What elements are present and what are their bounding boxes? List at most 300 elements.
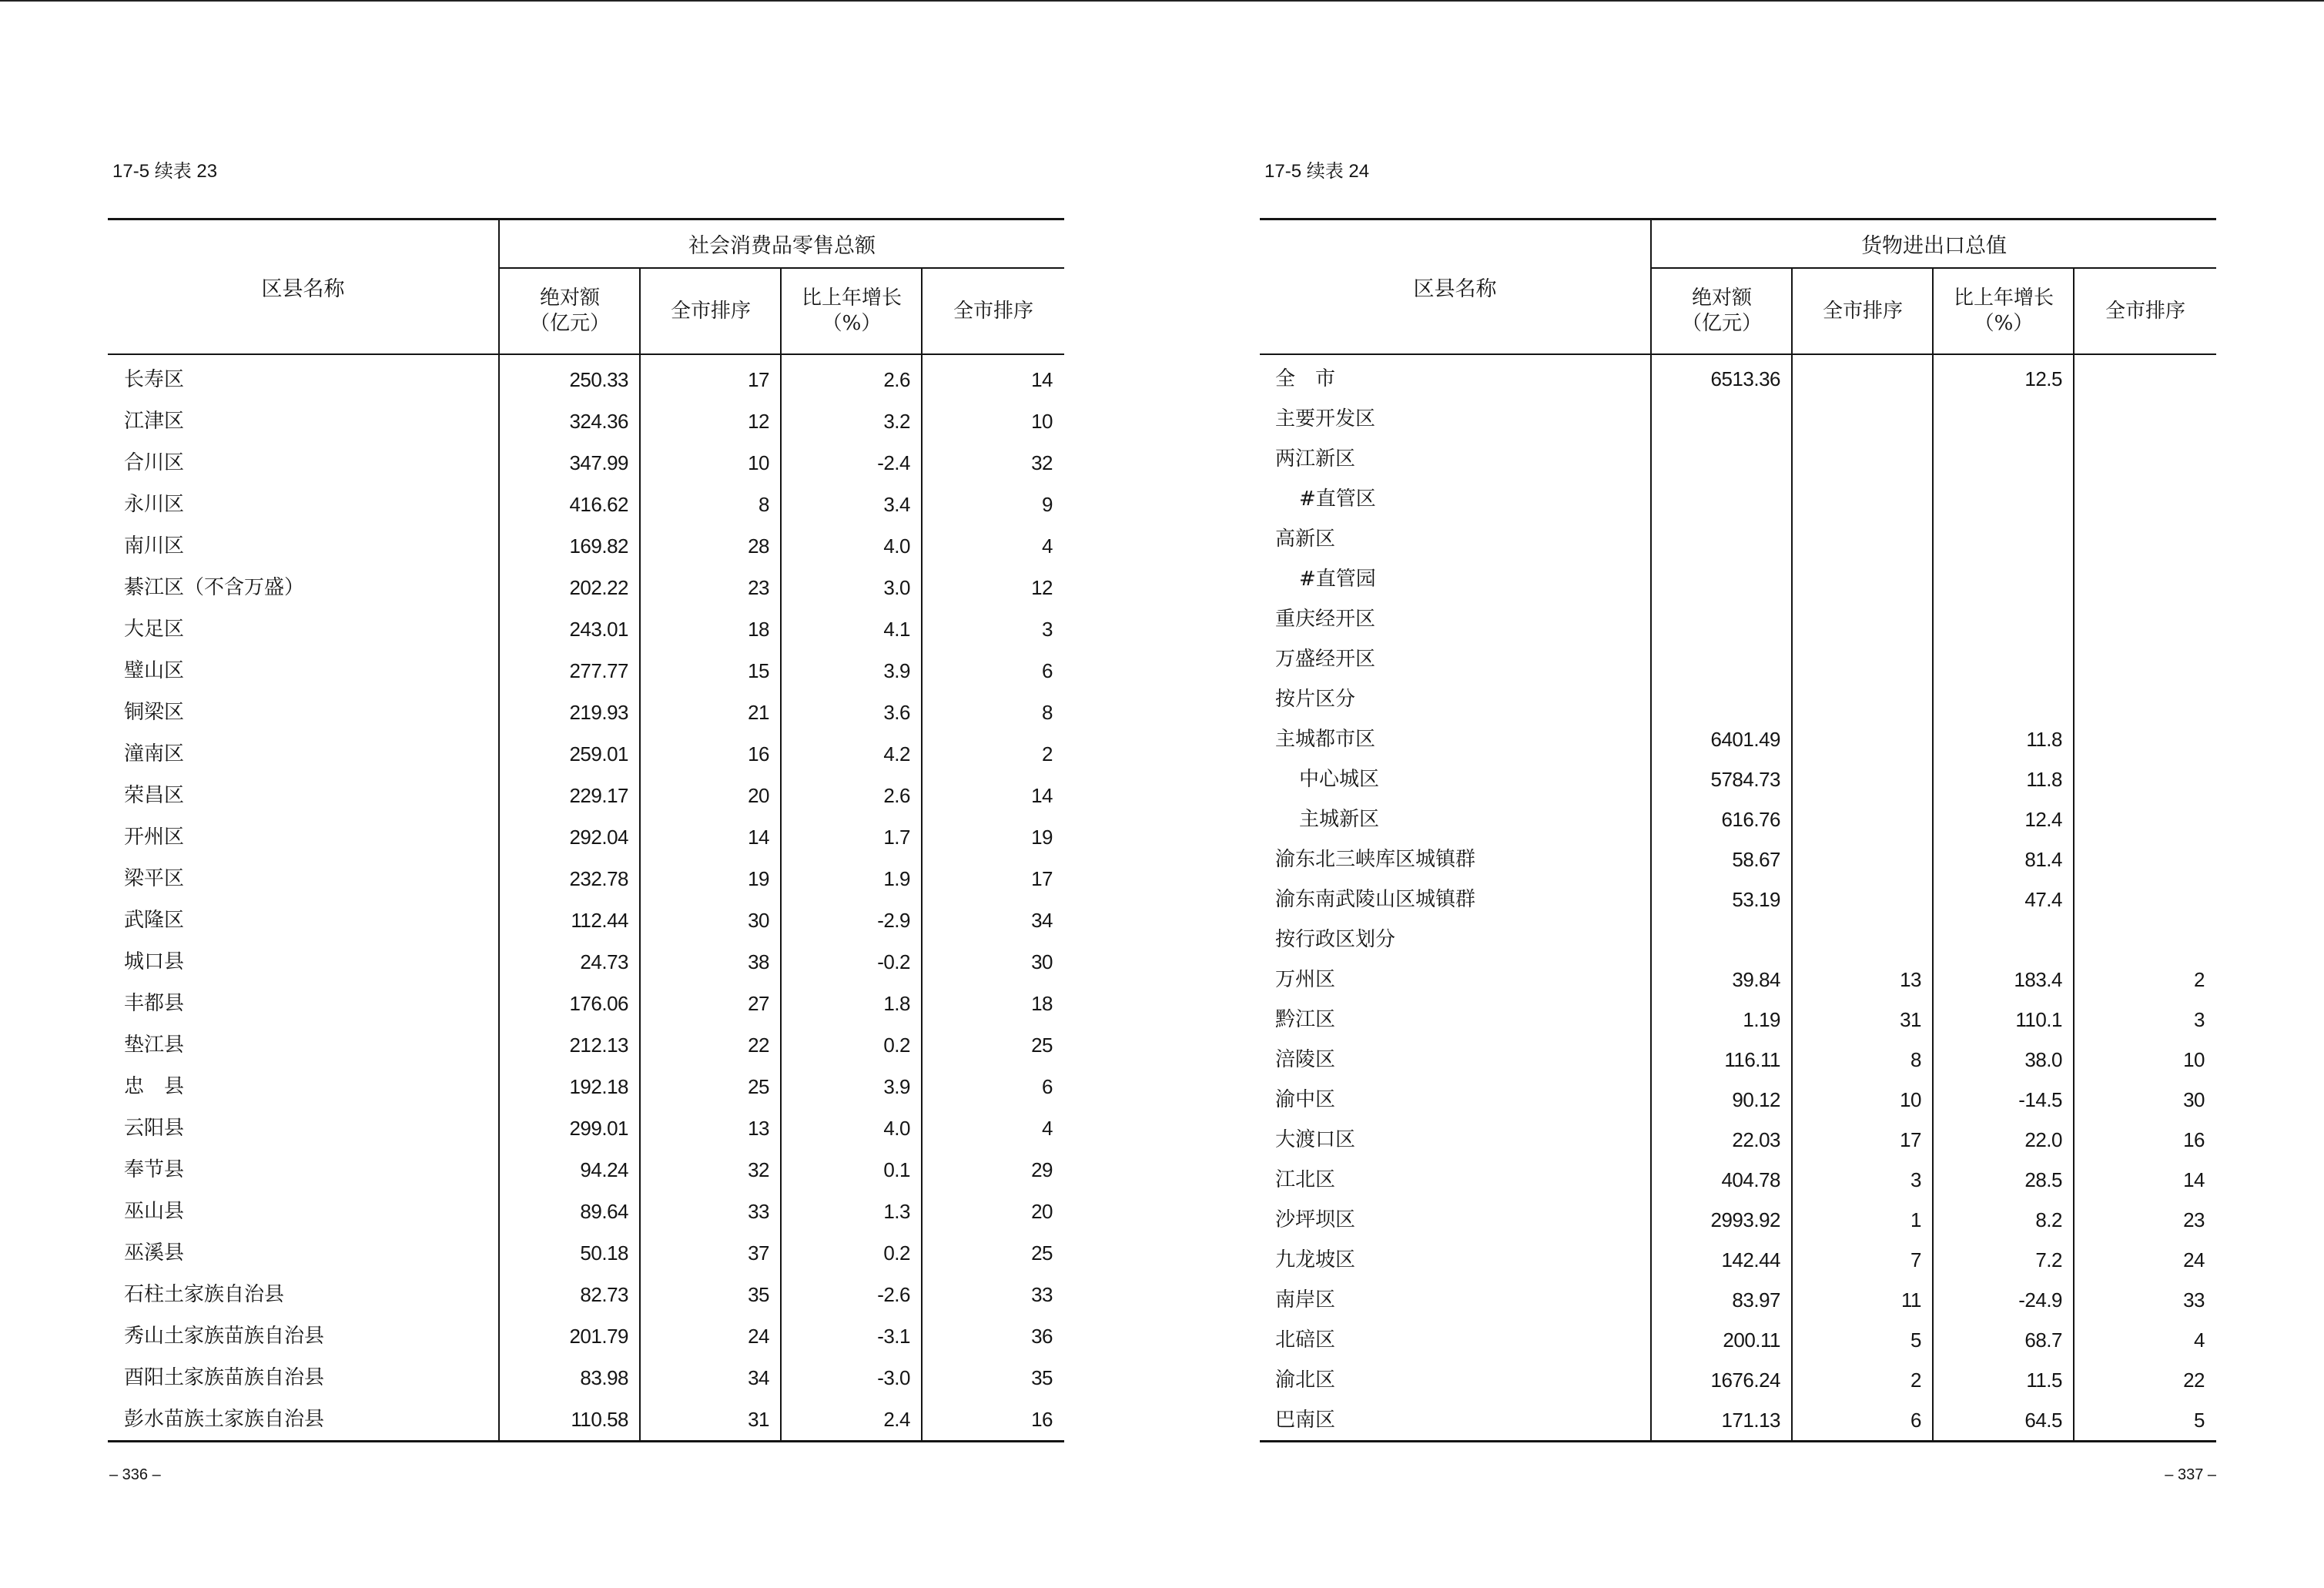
page-number: – 336 – <box>109 1466 161 1483</box>
amount-cell: 192.18 <box>569 1075 628 1098</box>
table-row <box>1260 439 2216 479</box>
table-row <box>108 442 1064 484</box>
amount-rank-cell: 17 <box>748 368 769 391</box>
amount-cell <box>1651 599 1792 639</box>
column-group-header: 社会消费品零售总额 <box>688 234 876 258</box>
district-name-cell: 高新区 <box>1275 528 1336 551</box>
amount-cell: 24.73 <box>580 950 628 973</box>
district-name-cell: 奉节县 <box>124 1158 185 1181</box>
column-group-header: 货物进出口总值 <box>1861 234 2007 258</box>
growth-rank-cell: 6 <box>1042 659 1053 682</box>
column-divider <box>780 267 782 1442</box>
amount-cell: 94.24 <box>580 1158 628 1181</box>
growth-rank-header-label: 全市排序 <box>2105 299 2185 323</box>
district-name-cell: 两江新区 <box>1275 447 1356 471</box>
district-name-cell: 开州区 <box>124 826 185 849</box>
amount-cell: 39.84 <box>1732 968 1780 991</box>
growth-rank-cell: 5 <box>2194 1409 2205 1432</box>
amount-cell: 229.17 <box>569 784 628 807</box>
growth-cell: 11.5 <box>2026 1369 2062 1392</box>
growth-cell <box>1933 639 2074 679</box>
table-row <box>1260 599 2216 639</box>
amount-rank-cell <box>1792 839 1933 879</box>
district-name-cell: 中心城区 <box>1299 768 1380 791</box>
district-name-cell: 铜梁区 <box>124 701 185 724</box>
amount-cell: 83.98 <box>580 1366 628 1389</box>
amount-cell: 112.44 <box>571 909 628 932</box>
amount-rank-cell: 12 <box>748 410 769 433</box>
table-row <box>108 692 1064 733</box>
amount-rank-cell: 32 <box>748 1158 769 1181</box>
amount-cell: 324.36 <box>569 410 628 433</box>
district-name-cell: 按行政区划分 <box>1275 928 1396 951</box>
amount-rank-cell: 15 <box>748 659 769 682</box>
growth-rank-cell: 14 <box>1031 368 1053 391</box>
growth-rank-cell: 25 <box>1031 1034 1053 1057</box>
growth-rank-cell: 6 <box>1042 1075 1053 1098</box>
district-name-cell: 万州区 <box>1275 968 1336 991</box>
growth-header <box>782 269 922 353</box>
amount-cell: 1676.24 <box>1710 1369 1780 1392</box>
table-row <box>1260 1040 2216 1080</box>
growth-header <box>1934 269 2074 353</box>
amount-rank-cell <box>1792 519 1933 559</box>
table-row <box>1260 639 2216 679</box>
amount-rank-cell: 28 <box>748 534 769 558</box>
column-divider <box>1650 218 1652 1442</box>
growth-cell: 1.7 <box>883 826 910 849</box>
district-name-cell: 垫江县 <box>124 1034 185 1057</box>
amount-cell: 53.19 <box>1732 888 1780 911</box>
growth-cell: 1.3 <box>883 1200 910 1223</box>
district-name-cell: 万盛经开区 <box>1275 648 1376 671</box>
table-title: 17-5 续表 23 <box>112 161 218 182</box>
table-row <box>108 1024 1064 1066</box>
column-divider <box>1791 267 1793 1442</box>
column-divider <box>639 267 641 1442</box>
amount-cell: 22.03 <box>1732 1128 1780 1151</box>
growth-cell: 4.0 <box>883 534 910 558</box>
growth-cell: 3.2 <box>883 410 910 433</box>
amount-cell: 176.06 <box>569 992 628 1015</box>
amount-rank-cell: 3 <box>1910 1168 1921 1191</box>
table-row <box>108 1274 1064 1315</box>
amount-rank-cell: 30 <box>748 909 769 932</box>
table-top-rule <box>108 218 1064 220</box>
table-row <box>1260 519 2216 559</box>
growth-rank-header <box>2075 269 2216 353</box>
amount-cell: 110.58 <box>571 1408 628 1431</box>
table-row <box>1260 1280 2216 1320</box>
district-name-cell: 江北区 <box>1275 1168 1336 1191</box>
growth-cell <box>1933 679 2074 719</box>
district-name-cell: 主要开发区 <box>1275 407 1376 431</box>
amount-header-label: 绝对额 <box>1691 286 1752 310</box>
district-name-cell: #直管区 <box>1299 487 1376 511</box>
column-divider <box>1932 267 1934 1442</box>
table-row <box>1260 1200 2216 1240</box>
amount-cell: 404.78 <box>1721 1168 1780 1191</box>
growth-cell: -3.1 <box>877 1325 910 1348</box>
amount-cell <box>1651 439 1792 479</box>
amount-rank-cell: 22 <box>748 1034 769 1057</box>
amount-rank-cell <box>1792 879 1933 920</box>
growth-header-unit: （%） <box>1974 312 2034 335</box>
table-title: 17-5 续表 24 <box>1264 161 1370 182</box>
amount-cell: 83.97 <box>1732 1288 1780 1312</box>
table-row <box>1260 1120 2216 1160</box>
amount-rank-cell: 19 <box>748 867 769 890</box>
amount-rank-cell <box>1792 439 1933 479</box>
table-row <box>1260 1320 2216 1360</box>
table-row <box>1260 1080 2216 1120</box>
amount-cell: 243.01 <box>569 618 628 641</box>
amount-cell: 250.33 <box>569 368 628 391</box>
district-name-cell: 秀山土家族苗族自治县 <box>124 1325 325 1348</box>
growth-cell: -2.4 <box>877 451 910 474</box>
amount-rank-cell: 18 <box>748 618 769 641</box>
growth-rank-cell: 4 <box>2194 1328 2205 1352</box>
growth-rank-cell: 35 <box>1031 1366 1053 1389</box>
amount-cell: 90.12 <box>1732 1088 1780 1111</box>
growth-rank-cell: 24 <box>2183 1248 2205 1271</box>
growth-header-label: 比上年增长 <box>801 286 902 310</box>
growth-rank-cell <box>2074 839 2216 879</box>
growth-cell: 11.8 <box>2026 768 2062 791</box>
growth-cell <box>1933 519 2074 559</box>
amount-rank-cell: 20 <box>748 784 769 807</box>
growth-header-label: 比上年增长 <box>1953 286 2054 310</box>
growth-cell: 183.4 <box>2014 968 2062 991</box>
district-name-cell: 主城新区 <box>1299 808 1380 831</box>
amount-cell: 82.73 <box>580 1283 628 1306</box>
district-name-cell: 长寿区 <box>124 368 185 391</box>
table-top-rule <box>1260 218 2216 220</box>
amount-cell: 277.77 <box>569 659 628 682</box>
amount-cell: 616.76 <box>1721 808 1780 831</box>
growth-cell: 0.1 <box>883 1158 910 1181</box>
growth-cell: 2.6 <box>883 784 910 807</box>
district-name-cell: 巴南区 <box>1275 1409 1336 1432</box>
table-row <box>108 858 1064 900</box>
table-row <box>108 1232 1064 1274</box>
amount-rank-cell: 34 <box>748 1366 769 1389</box>
amount-cell: 116.11 <box>1724 1048 1780 1071</box>
amount-cell: 201.79 <box>569 1325 628 1348</box>
amount-rank-cell: 10 <box>748 451 769 474</box>
amount-header <box>1652 269 1792 353</box>
table-row <box>1260 960 2216 1000</box>
table-row <box>1260 679 2216 719</box>
growth-rank-cell: 16 <box>2183 1128 2205 1151</box>
amount-rank-cell: 1 <box>1910 1208 1921 1231</box>
district-name-cell: 石柱土家族自治县 <box>124 1283 285 1306</box>
district-name-cell: 按片区分 <box>1275 688 1356 711</box>
district-name-cell: 渝东南武陵山区城镇群 <box>1275 888 1476 911</box>
growth-cell: 4.1 <box>883 618 910 641</box>
district-name-cell: 南川区 <box>124 534 185 558</box>
growth-rank-cell <box>2074 479 2216 519</box>
growth-header-unit: （%） <box>822 312 882 335</box>
growth-rank-cell: 29 <box>1031 1158 1053 1181</box>
growth-rank-cell: 30 <box>2183 1088 2205 1111</box>
amount-cell: 2993.92 <box>1710 1208 1780 1231</box>
growth-rank-cell: 9 <box>1042 493 1053 516</box>
growth-cell: 3.0 <box>883 576 910 599</box>
growth-cell: 3.4 <box>883 493 910 516</box>
growth-cell: -3.0 <box>877 1366 910 1389</box>
table-row <box>1260 479 2216 519</box>
growth-cell: 64.5 <box>2024 1409 2062 1432</box>
amount-rank-cell <box>1792 639 1933 679</box>
amount-cell: 58.67 <box>1732 848 1780 871</box>
district-name-cell: 南岸区 <box>1275 1288 1336 1312</box>
district-name-cell: 璧山区 <box>124 659 185 682</box>
table-row <box>108 733 1064 775</box>
district-name-cell: 合川区 <box>124 451 185 474</box>
amount-cell <box>1651 920 1792 960</box>
growth-rank-cell: 17 <box>1031 867 1053 890</box>
amount-rank-cell: 11 <box>1901 1288 1921 1312</box>
growth-rank-cell: 30 <box>1031 950 1053 973</box>
district-name-cell: 渝北区 <box>1275 1369 1336 1392</box>
district-name-cell: 忠 县 <box>124 1075 185 1098</box>
amount-rank-header-label: 全市排序 <box>670 299 751 323</box>
growth-rank-cell <box>2074 439 2216 479</box>
amount-rank-cell <box>1792 479 1933 519</box>
table-row <box>1260 1160 2216 1200</box>
table-row <box>108 1066 1064 1107</box>
table-row <box>108 484 1064 525</box>
header-bottom-rule <box>108 353 1064 355</box>
growth-rank-cell: 33 <box>2183 1288 2205 1312</box>
growth-cell: 1.9 <box>883 867 910 890</box>
growth-rank-cell: 3 <box>2194 1008 2205 1031</box>
table-row <box>108 941 1064 983</box>
amount-cell: 6513.36 <box>1710 367 1780 390</box>
growth-rank-cell: 2 <box>1042 742 1053 766</box>
amount-rank-cell: 13 <box>1900 968 1921 991</box>
growth-rank-cell: 8 <box>1042 701 1053 724</box>
amount-rank-cell <box>1792 719 1933 759</box>
district-name-cell: 彭水苗族土家族自治县 <box>124 1408 325 1431</box>
data-table <box>1260 218 2216 1442</box>
amount-cell: 200.11 <box>1723 1328 1780 1352</box>
amount-cell <box>1651 639 1792 679</box>
growth-cell: 4.2 <box>883 742 910 766</box>
amount-cell: 169.82 <box>569 534 628 558</box>
amount-cell: 142.44 <box>1721 1248 1780 1271</box>
amount-rank-cell <box>1792 759 1933 799</box>
growth-rank-cell <box>2074 519 2216 559</box>
table-row <box>1260 359 2216 399</box>
amount-cell: 416.62 <box>569 493 628 516</box>
growth-rank-cell: 12 <box>1031 576 1053 599</box>
growth-cell: -2.9 <box>877 909 910 932</box>
growth-cell: 0.2 <box>883 1034 910 1057</box>
table-row <box>1260 839 2216 879</box>
growth-cell: 28.5 <box>2024 1168 2062 1191</box>
table-row <box>108 1149 1064 1191</box>
district-name-cell: 全 市 <box>1275 367 1336 390</box>
amount-rank-cell <box>1792 920 1933 960</box>
amount-rank-cell: 25 <box>748 1075 769 1098</box>
amount-cell: 212.13 <box>569 1034 628 1057</box>
growth-cell: 1.8 <box>883 992 910 1015</box>
growth-rank-cell: 14 <box>2183 1168 2205 1191</box>
table-row <box>1260 1000 2216 1040</box>
page-number: – 337 – <box>2165 1466 2216 1483</box>
amount-cell: 89.64 <box>580 1200 628 1223</box>
growth-cell: 0.2 <box>883 1241 910 1265</box>
growth-rank-cell <box>2074 559 2216 599</box>
district-name-header: 区县名称 <box>261 277 345 301</box>
table-row <box>108 650 1064 692</box>
growth-rank-cell: 10 <box>1031 410 1053 433</box>
table-row <box>108 1357 1064 1399</box>
growth-rank-cell <box>2074 359 2216 399</box>
amount-rank-cell: 31 <box>1900 1008 1921 1031</box>
growth-rank-cell: 32 <box>1031 451 1053 474</box>
district-name-cell: 沙坪坝区 <box>1275 1208 1356 1231</box>
amount-cell: 259.01 <box>569 742 628 766</box>
growth-cell: 12.4 <box>2024 808 2062 831</box>
district-name-cell: 巫溪县 <box>124 1241 185 1265</box>
amount-rank-header <box>641 269 781 353</box>
growth-cell <box>1933 920 2074 960</box>
table-row <box>108 1191 1064 1232</box>
growth-cell <box>1933 599 2074 639</box>
growth-rank-cell <box>2074 719 2216 759</box>
amount-cell: 5784.73 <box>1710 768 1780 791</box>
growth-cell: 47.4 <box>2024 888 2062 911</box>
header-bottom-rule <box>1260 353 2216 355</box>
growth-cell <box>1933 399 2074 439</box>
amount-rank-cell: 13 <box>748 1117 769 1140</box>
amount-rank-header <box>1793 269 1933 353</box>
district-name-cell: 荣昌区 <box>124 784 185 807</box>
amount-cell: 292.04 <box>569 826 628 849</box>
growth-cell: 3.6 <box>883 701 910 724</box>
growth-rank-cell: 2 <box>2194 968 2205 991</box>
table-body <box>1260 359 2216 1440</box>
amount-rank-cell: 2 <box>1910 1369 1921 1392</box>
growth-rank-cell <box>2074 879 2216 920</box>
district-name-cell: 渝中区 <box>1275 1088 1336 1111</box>
amount-rank-cell: 35 <box>748 1283 769 1306</box>
growth-cell: 81.4 <box>2024 848 2062 871</box>
growth-cell: -2.6 <box>877 1283 910 1306</box>
growth-cell <box>1933 439 2074 479</box>
growth-cell: 110.1 <box>2015 1008 2062 1031</box>
growth-cell: -0.2 <box>877 950 910 973</box>
amount-rank-cell: 37 <box>748 1241 769 1265</box>
amount-rank-cell: 21 <box>748 701 769 724</box>
column-divider <box>2073 267 2075 1442</box>
growth-rank-cell: 3 <box>1042 618 1053 641</box>
growth-rank-cell <box>2074 920 2216 960</box>
amount-rank-cell <box>1792 599 1933 639</box>
amount-cell: 50.18 <box>580 1241 628 1265</box>
column-divider <box>498 218 500 1442</box>
growth-rank-cell: 18 <box>1031 992 1053 1015</box>
growth-rank-cell: 4 <box>1042 534 1053 558</box>
amount-rank-cell <box>1792 399 1933 439</box>
growth-cell: 22.0 <box>2024 1128 2062 1151</box>
growth-rank-cell: 10 <box>2183 1048 2205 1071</box>
growth-cell: 11.8 <box>2026 728 2062 751</box>
table-row <box>108 1399 1064 1440</box>
table-row <box>108 525 1064 567</box>
district-name-cell: 綦江区（不含万盛） <box>124 576 305 599</box>
growth-rank-cell <box>2074 399 2216 439</box>
district-name-cell: #直管园 <box>1299 568 1376 591</box>
amount-cell <box>1651 679 1792 719</box>
amount-rank-cell <box>1792 679 1933 719</box>
amount-header-unit: （亿元） <box>529 312 610 335</box>
district-name-header: 区县名称 <box>1413 277 1497 301</box>
table-row <box>1260 879 2216 920</box>
growth-cell: -24.9 <box>2018 1288 2062 1312</box>
amount-rank-cell: 7 <box>1910 1248 1921 1271</box>
district-name-cell: 梁平区 <box>124 867 185 890</box>
growth-rank-cell: 25 <box>1031 1241 1053 1265</box>
amount-cell: 6401.49 <box>1710 728 1780 751</box>
table-row <box>1260 759 2216 799</box>
district-name-cell: 丰都县 <box>124 992 185 1015</box>
amount-rank-cell: 14 <box>748 826 769 849</box>
growth-rank-cell: 36 <box>1031 1325 1053 1348</box>
growth-cell <box>1933 479 2074 519</box>
table-row <box>1260 1360 2216 1400</box>
amount-cell <box>1651 559 1792 599</box>
table-row <box>108 1107 1064 1149</box>
table-row <box>108 775 1064 816</box>
growth-rank-cell <box>2074 799 2216 839</box>
group-header-rule <box>1651 267 2216 269</box>
amount-cell: 232.78 <box>569 867 628 890</box>
district-name-cell: 主城都市区 <box>1275 728 1376 751</box>
amount-cell <box>1651 399 1792 439</box>
district-name-cell: 酉阳土家族苗族自治县 <box>124 1366 325 1389</box>
table-row <box>108 567 1064 608</box>
page-edge-line <box>0 0 2324 2</box>
table-row <box>108 900 1064 941</box>
amount-rank-cell: 8 <box>758 493 769 516</box>
growth-rank-cell: 20 <box>1031 1200 1053 1223</box>
growth-rank-header <box>923 269 1064 353</box>
table-row <box>1260 399 2216 439</box>
amount-header-label: 绝对额 <box>539 286 600 310</box>
table-body <box>108 359 1064 1440</box>
amount-rank-cell: 6 <box>1910 1409 1921 1432</box>
amount-cell <box>1651 519 1792 559</box>
growth-cell: -14.5 <box>2018 1088 2062 1111</box>
growth-rank-cell: 22 <box>2183 1369 2205 1392</box>
growth-rank-cell <box>2074 679 2216 719</box>
amount-rank-cell <box>1792 799 1933 839</box>
growth-rank-cell: 4 <box>1042 1117 1053 1140</box>
district-name-cell: 重庆经开区 <box>1275 608 1376 631</box>
growth-rank-cell: 33 <box>1031 1283 1053 1306</box>
amount-header-unit: （亿元） <box>1681 312 1762 335</box>
amount-cell <box>1651 479 1792 519</box>
growth-cell: 3.9 <box>883 659 910 682</box>
district-name-cell: 九龙坡区 <box>1275 1248 1356 1271</box>
district-name-cell: 城口县 <box>124 950 185 973</box>
table-row <box>108 359 1064 400</box>
table-row <box>1260 1240 2216 1280</box>
